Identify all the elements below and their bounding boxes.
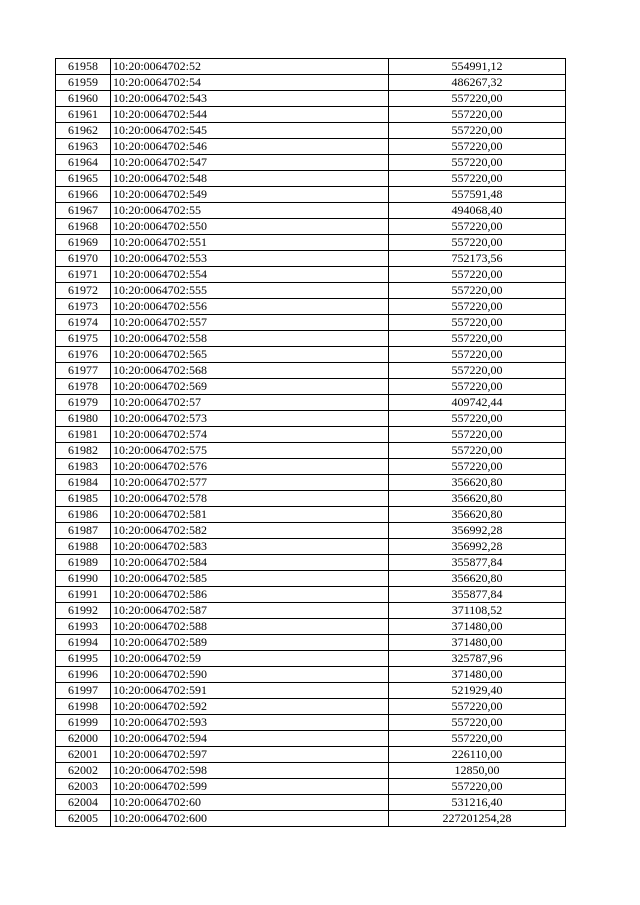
value-cell: 557220,00 <box>389 299 566 315</box>
table-row <box>56 427 566 443</box>
value-cell: 356992,28 <box>389 539 566 555</box>
row-number-cell: 61999 <box>56 715 111 731</box>
row-number-cell: 61972 <box>56 283 111 299</box>
table-row <box>56 587 566 603</box>
cadastral-number-cell: 10:20:0064702:553 <box>111 251 389 267</box>
table-row <box>56 475 566 491</box>
value-cell: 557220,00 <box>389 171 566 187</box>
cadastral-number-cell: 10:20:0064702:581 <box>111 507 389 523</box>
table-row <box>56 283 566 299</box>
row-number-cell: 61962 <box>56 123 111 139</box>
row-number-cell: 62002 <box>56 763 111 779</box>
cadastral-number-cell: 10:20:0064702:543 <box>111 91 389 107</box>
row-number-cell: 61994 <box>56 635 111 651</box>
value-cell: 557220,00 <box>389 331 566 347</box>
value-cell: 356620,80 <box>389 475 566 491</box>
table-row <box>56 251 566 267</box>
table-row <box>56 731 566 747</box>
table-row <box>56 555 566 571</box>
value-cell: 371480,00 <box>389 619 566 635</box>
value-cell: 557220,00 <box>389 107 566 123</box>
row-number-cell: 61983 <box>56 459 111 475</box>
value-cell: 371480,00 <box>389 667 566 683</box>
row-number-cell: 61988 <box>56 539 111 555</box>
row-number-cell: 62003 <box>56 779 111 795</box>
row-number-cell: 61980 <box>56 411 111 427</box>
row-number-cell: 62001 <box>56 747 111 763</box>
table-row <box>56 299 566 315</box>
row-number-cell: 61997 <box>56 683 111 699</box>
cadastral-number-cell: 10:20:0064702:600 <box>111 811 389 827</box>
table-row <box>56 235 566 251</box>
cadastral-number-cell: 10:20:0064702:550 <box>111 219 389 235</box>
table-row <box>56 651 566 667</box>
row-number-cell: 61960 <box>56 91 111 107</box>
table-row <box>56 347 566 363</box>
value-cell: 356620,80 <box>389 491 566 507</box>
row-number-cell: 61964 <box>56 155 111 171</box>
cadastral-number-cell: 10:20:0064702:586 <box>111 587 389 603</box>
cadastral-number-cell: 10:20:0064702:545 <box>111 123 389 139</box>
cadastral-number-cell: 10:20:0064702:52 <box>111 59 389 75</box>
cadastral-number-cell: 10:20:0064702:574 <box>111 427 389 443</box>
row-number-cell: 61992 <box>56 603 111 619</box>
value-cell: 409742,44 <box>389 395 566 411</box>
table-row <box>56 619 566 635</box>
value-cell: 752173,56 <box>389 251 566 267</box>
row-number-cell: 61981 <box>56 427 111 443</box>
table-row <box>56 667 566 683</box>
table-row <box>56 171 566 187</box>
row-number-cell: 61961 <box>56 107 111 123</box>
row-number-cell: 61973 <box>56 299 111 315</box>
value-cell: 557591,48 <box>389 187 566 203</box>
table-row <box>56 411 566 427</box>
table-row <box>56 219 566 235</box>
value-cell: 355877,84 <box>389 587 566 603</box>
row-number-cell: 61969 <box>56 235 111 251</box>
cadastral-number-cell: 10:20:0064702:585 <box>111 571 389 587</box>
row-number-cell: 61975 <box>56 331 111 347</box>
table-row <box>56 75 566 91</box>
table-row <box>56 683 566 699</box>
table-row <box>56 699 566 715</box>
cadastral-number-cell: 10:20:0064702:594 <box>111 731 389 747</box>
cadastral-number-cell: 10:20:0064702:573 <box>111 411 389 427</box>
value-cell: 557220,00 <box>389 139 566 155</box>
value-cell: 325787,96 <box>389 651 566 667</box>
value-cell: 557220,00 <box>389 347 566 363</box>
row-number-cell: 61976 <box>56 347 111 363</box>
cadastral-number-cell: 10:20:0064702:577 <box>111 475 389 491</box>
value-cell: 355877,84 <box>389 555 566 571</box>
table-row <box>56 603 566 619</box>
table-row <box>56 459 566 475</box>
row-number-cell: 61984 <box>56 475 111 491</box>
table-row <box>56 187 566 203</box>
value-cell: 557220,00 <box>389 91 566 107</box>
value-cell: 356620,80 <box>389 507 566 523</box>
table-row <box>56 267 566 283</box>
value-cell: 227201254,28 <box>389 811 566 827</box>
cadastral-number-cell: 10:20:0064702:546 <box>111 139 389 155</box>
row-number-cell: 61996 <box>56 667 111 683</box>
cadastral-number-cell: 10:20:0064702:548 <box>111 171 389 187</box>
cadastral-number-cell: 10:20:0064702:55 <box>111 203 389 219</box>
table-row <box>56 107 566 123</box>
value-cell: 554991,12 <box>389 59 566 75</box>
cadastral-number-cell: 10:20:0064702:576 <box>111 459 389 475</box>
table-row <box>56 315 566 331</box>
row-number-cell: 61966 <box>56 187 111 203</box>
row-number-cell: 61968 <box>56 219 111 235</box>
value-cell: 557220,00 <box>389 715 566 731</box>
table-row <box>56 363 566 379</box>
table-row <box>56 571 566 587</box>
row-number-cell: 61982 <box>56 443 111 459</box>
row-number-cell: 61971 <box>56 267 111 283</box>
row-number-cell: 61990 <box>56 571 111 587</box>
row-number-cell: 61965 <box>56 171 111 187</box>
row-number-cell: 62004 <box>56 795 111 811</box>
table-row <box>56 715 566 731</box>
table-row <box>56 123 566 139</box>
value-cell: 557220,00 <box>389 219 566 235</box>
row-number-cell: 61963 <box>56 139 111 155</box>
row-number-cell: 61993 <box>56 619 111 635</box>
value-cell: 557220,00 <box>389 731 566 747</box>
value-cell: 494068,40 <box>389 203 566 219</box>
value-cell: 557220,00 <box>389 235 566 251</box>
value-cell: 557220,00 <box>389 379 566 395</box>
value-cell: 557220,00 <box>389 267 566 283</box>
row-number-cell: 61978 <box>56 379 111 395</box>
table-row <box>56 395 566 411</box>
cadastral-number-cell: 10:20:0064702:551 <box>111 235 389 251</box>
cadastral-number-cell: 10:20:0064702:59 <box>111 651 389 667</box>
value-cell: 557220,00 <box>389 459 566 475</box>
cadastral-number-cell: 10:20:0064702:558 <box>111 331 389 347</box>
cadastral-number-cell: 10:20:0064702:557 <box>111 315 389 331</box>
table-row <box>56 795 566 811</box>
cadastral-number-cell: 10:20:0064702:591 <box>111 683 389 699</box>
cadastral-number-cell: 10:20:0064702:60 <box>111 795 389 811</box>
row-number-cell: 61995 <box>56 651 111 667</box>
table-row <box>56 155 566 171</box>
table-body <box>56 59 566 827</box>
cadastral-number-cell: 10:20:0064702:57 <box>111 395 389 411</box>
table-row <box>56 539 566 555</box>
value-cell: 557220,00 <box>389 155 566 171</box>
cadastral-value-table <box>55 58 566 827</box>
value-cell: 531216,40 <box>389 795 566 811</box>
cadastral-number-cell: 10:20:0064702:54 <box>111 75 389 91</box>
table-row <box>56 523 566 539</box>
cadastral-number-cell: 10:20:0064702:582 <box>111 523 389 539</box>
cadastral-number-cell: 10:20:0064702:575 <box>111 443 389 459</box>
table-row <box>56 779 566 795</box>
table-row <box>56 379 566 395</box>
cadastral-number-cell: 10:20:0064702:555 <box>111 283 389 299</box>
row-number-cell: 61979 <box>56 395 111 411</box>
row-number-cell: 61977 <box>56 363 111 379</box>
cadastral-number-cell: 10:20:0064702:584 <box>111 555 389 571</box>
row-number-cell: 62000 <box>56 731 111 747</box>
value-cell: 557220,00 <box>389 699 566 715</box>
cadastral-number-cell: 10:20:0064702:556 <box>111 299 389 315</box>
row-number-cell: 61991 <box>56 587 111 603</box>
cadastral-number-cell: 10:20:0064702:578 <box>111 491 389 507</box>
value-cell: 12850,00 <box>389 763 566 779</box>
row-number-cell: 61967 <box>56 203 111 219</box>
table-row <box>56 507 566 523</box>
row-number-cell: 61987 <box>56 523 111 539</box>
row-number-cell: 61985 <box>56 491 111 507</box>
cadastral-number-cell: 10:20:0064702:565 <box>111 347 389 363</box>
table-row <box>56 811 566 827</box>
value-cell: 557220,00 <box>389 123 566 139</box>
value-cell: 356620,80 <box>389 571 566 587</box>
row-number-cell: 61998 <box>56 699 111 715</box>
cadastral-number-cell: 10:20:0064702:583 <box>111 539 389 555</box>
row-number-cell: 62005 <box>56 811 111 827</box>
value-cell: 486267,32 <box>389 75 566 91</box>
value-cell: 557220,00 <box>389 283 566 299</box>
row-number-cell: 61959 <box>56 75 111 91</box>
table-row <box>56 443 566 459</box>
row-number-cell: 61989 <box>56 555 111 571</box>
cadastral-number-cell: 10:20:0064702:589 <box>111 635 389 651</box>
table-row <box>56 139 566 155</box>
table-row <box>56 763 566 779</box>
table-row <box>56 203 566 219</box>
cadastral-number-cell: 10:20:0064702:554 <box>111 267 389 283</box>
cadastral-number-cell: 10:20:0064702:590 <box>111 667 389 683</box>
row-number-cell: 61970 <box>56 251 111 267</box>
cadastral-number-cell: 10:20:0064702:549 <box>111 187 389 203</box>
row-number-cell: 61974 <box>56 315 111 331</box>
cadastral-number-cell: 10:20:0064702:599 <box>111 779 389 795</box>
table-row <box>56 59 566 75</box>
value-cell: 557220,00 <box>389 779 566 795</box>
cadastral-number-cell: 10:20:0064702:598 <box>111 763 389 779</box>
value-cell: 557220,00 <box>389 363 566 379</box>
value-cell: 371480,00 <box>389 635 566 651</box>
value-cell: 557220,00 <box>389 427 566 443</box>
table-row <box>56 635 566 651</box>
cadastral-number-cell: 10:20:0064702:597 <box>111 747 389 763</box>
cadastral-number-cell: 10:20:0064702:568 <box>111 363 389 379</box>
table-row <box>56 747 566 763</box>
cadastral-number-cell: 10:20:0064702:587 <box>111 603 389 619</box>
value-cell: 557220,00 <box>389 315 566 331</box>
value-cell: 356992,28 <box>389 523 566 539</box>
table-row <box>56 491 566 507</box>
cadastral-number-cell: 10:20:0064702:569 <box>111 379 389 395</box>
value-cell: 557220,00 <box>389 443 566 459</box>
row-number-cell: 61986 <box>56 507 111 523</box>
table-row <box>56 331 566 347</box>
value-cell: 521929,40 <box>389 683 566 699</box>
row-number-cell: 61958 <box>56 59 111 75</box>
value-cell: 371108,52 <box>389 603 566 619</box>
cadastral-number-cell: 10:20:0064702:592 <box>111 699 389 715</box>
cadastral-number-cell: 10:20:0064702:544 <box>111 107 389 123</box>
value-cell: 226110,00 <box>389 747 566 763</box>
cadastral-number-cell: 10:20:0064702:547 <box>111 155 389 171</box>
cadastral-number-cell: 10:20:0064702:588 <box>111 619 389 635</box>
cadastral-number-cell: 10:20:0064702:593 <box>111 715 389 731</box>
value-cell: 557220,00 <box>389 411 566 427</box>
table-row <box>56 91 566 107</box>
